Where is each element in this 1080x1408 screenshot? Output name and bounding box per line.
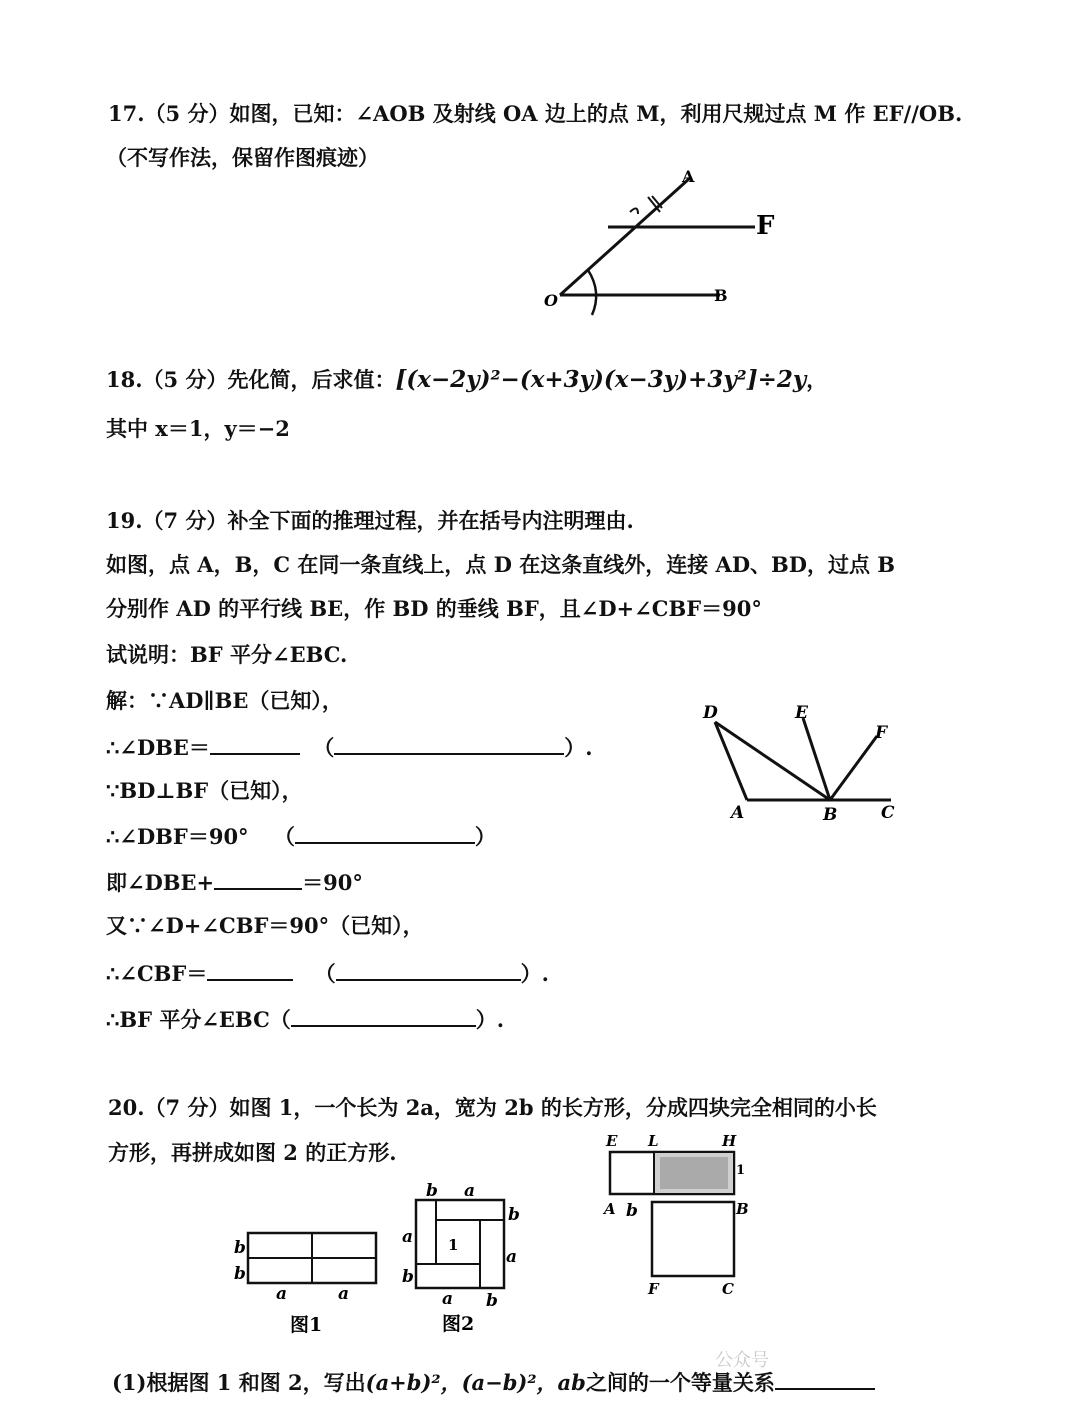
q19-paren-close-4: ）. [475, 1007, 505, 1032]
fig1-label-a1: a [276, 1284, 288, 1304]
q19-blank-reason-1[interactable] [334, 735, 564, 755]
q19-paren-close-3: ）. [520, 961, 549, 986]
q17-label-f: F [756, 211, 775, 241]
q19-step4-text: ∴∠DBF＝90° [106, 824, 249, 849]
fig2-bottom-a: a [442, 1289, 454, 1309]
q17-line2: （不写作法，保留作图痕迹） [106, 145, 379, 170]
q19-label-f: F [875, 723, 888, 743]
q20-sub1 [112, 1370, 875, 1393]
q19-label-c: C [881, 803, 895, 823]
fig1-label-b1: b [234, 1238, 246, 1258]
q19-step2-text: ∴∠DBE＝ [106, 735, 210, 760]
q19-paren-close: ）. [564, 735, 593, 760]
fig2-top-b: b [426, 1181, 438, 1201]
fig2-left-b: b [402, 1267, 414, 1287]
q19-blank-cbf[interactable] [207, 961, 293, 981]
q20-line1: 20.（7 分）如图 1，一个长为 2a，宽为 2b 的长方形，分成四块完全相同的小长 [108, 1095, 877, 1120]
q20-sub1-blank[interactable] [775, 1370, 875, 1390]
q19-blank-dbe[interactable] [210, 735, 300, 755]
q20-figure2 [398, 1178, 528, 1338]
q18-expression: [(x−2y)²−(x+3y)(x−3y)+3y²]÷2y [395, 366, 807, 393]
q17-label-a: A [682, 167, 695, 186]
q19-paren-open: （ [313, 735, 335, 760]
q17-line1: 17.（5 分）如图，已知：∠AOB 及射线 OA 边上的点 M，利用尺规过点 M 作 EF//OB. [108, 101, 963, 126]
watermark: 公众号 [715, 1350, 769, 1371]
q19-step6: 又∵∠D+∠CBF＝90°（已知）， [106, 913, 424, 938]
q19-step8 [106, 1007, 504, 1030]
q17-label-o: O [544, 291, 558, 310]
q19-step7-text: ∴∠CBF＝ [106, 961, 208, 986]
q20-figure1 [228, 1225, 388, 1345]
fig2-right-b: b [508, 1205, 520, 1225]
q19-blank-reason-3[interactable] [336, 961, 521, 981]
fig2-left-a: a [402, 1227, 414, 1247]
q19-step3: ∵BD⊥BF（已知）， [106, 778, 303, 803]
fig3-label-h: H [722, 1132, 737, 1150]
fig3-label-f: F [648, 1280, 659, 1298]
q19-paren-open-2: （ [273, 824, 295, 849]
q19-step4 [106, 824, 496, 847]
q20-sub1-expr: (a+b)²，(a−b)²，ab [365, 1370, 586, 1395]
fig3-label-b: B [736, 1200, 749, 1218]
q19-step2 [106, 735, 593, 758]
q19-paren-open-3: （ [314, 961, 336, 986]
q19-step8-text: ∴BF 平分∠EBC（ [106, 1007, 291, 1032]
q19-p3: 试说明：BF 平分∠EBC. [106, 642, 348, 667]
q19-blank-reason-2[interactable] [295, 824, 475, 844]
q18-line1 [106, 368, 827, 391]
fig3-label-c: C [722, 1280, 734, 1298]
q19-blank-angle[interactable] [214, 870, 302, 890]
q19-p2: 分别作 AD 的平行线 BE，作 BD 的垂线 BF，且∠D+∠CBF＝90° [106, 596, 762, 621]
fig3-label-a: A [604, 1200, 616, 1218]
q19-step1: 解：∵AD∥BE（已知）， [106, 688, 343, 713]
fig2-bottom-b: b [486, 1291, 498, 1311]
q19-label-e: E [795, 703, 808, 723]
fig1-label-b2: b [234, 1264, 246, 1284]
q19-p1: 如图，点 A，B，C 在同一条直线上，点 D 在这条直线外，连接 AD、BD，过点 B [106, 552, 896, 577]
fig2-top-a: a [464, 1181, 476, 1201]
q19-step5 [106, 870, 363, 893]
q19-figure [695, 700, 915, 830]
q19-blank-reason-4[interactable] [291, 1007, 476, 1027]
q18-line2: 其中 x＝1，y＝−2 [106, 416, 290, 441]
q18-tail: ， [806, 367, 828, 392]
fig2-right-a: a [506, 1247, 518, 1267]
q20-line2: 方形，再拼成如图 2 的正方形. [108, 1140, 397, 1165]
fig2-mid: 1 [448, 1236, 459, 1254]
q17-figure [530, 160, 790, 320]
q19-step5-tail: ＝90° [302, 870, 363, 895]
q20-figure3 [596, 1130, 766, 1300]
q20-sub1-prefix: (1)根据图 1 和图 2，写出 [112, 1370, 366, 1395]
fig3-label-b-small: b [626, 1201, 638, 1221]
q18-prefix: 18.（5 分）先化简，后求值： [106, 367, 396, 392]
q19-step5-text: 即∠DBE+ [106, 870, 215, 895]
q17-label-b: B [714, 286, 728, 305]
fig2-caption: 图2 [442, 1313, 475, 1335]
fig3-label-e: E [606, 1132, 618, 1150]
q20-sub1-suffix: 之间的一个等量关系 [585, 1370, 775, 1395]
q19-paren-close-2: ） [474, 824, 496, 849]
fig1-label-a2: a [338, 1284, 350, 1304]
q19-title: 19.（7 分）补全下面的推理过程，并在括号内注明理由. [106, 508, 634, 533]
q19-label-b: B [823, 805, 838, 825]
q19-label-d: D [703, 703, 718, 723]
q19-step7 [106, 961, 549, 984]
q19-label-a: A [731, 803, 745, 823]
fig3-label-l: L [648, 1132, 659, 1150]
fig3-label-one: 1 [736, 1163, 746, 1178]
fig1-caption: 图1 [290, 1314, 323, 1336]
